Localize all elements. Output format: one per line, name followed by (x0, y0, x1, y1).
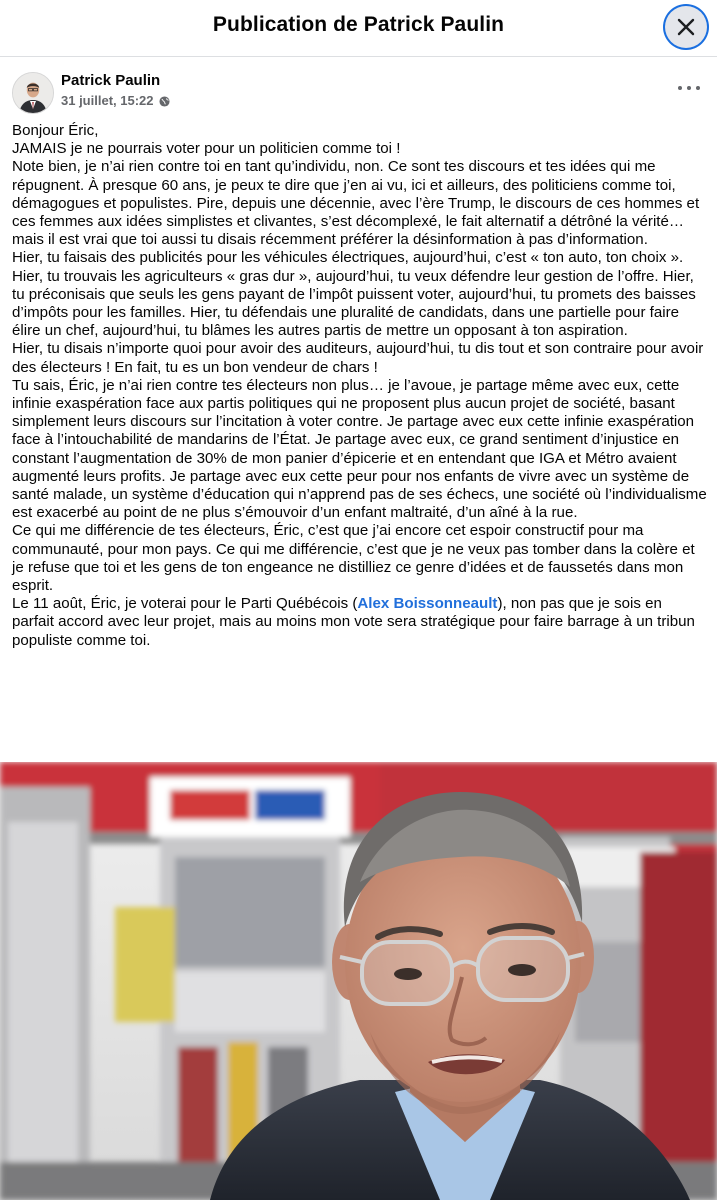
post-author[interactable]: Patrick Paulin (61, 72, 161, 89)
post-paragraph: JAMAIS je ne pourrais voter pour un politicien comme toi ! (12, 140, 401, 158)
final-text-start: Le 11 août, Éric, je voterai pour le Parti Québécois ( (12, 595, 358, 613)
mention-link[interactable]: Alex Boissonneault (357, 595, 498, 613)
post-paragraph: Hier, tu disais n’importe quoi pour avoir des auditeurs, aujourd’hui, tu dis tout et son contraire pour avoir des électeurs ! En fait, tu es un bon vendeur de chars ! (12, 340, 704, 376)
post-paragraph: Bonjour Éric, (12, 122, 99, 139)
post-paragraph: Note bien, je n’ai rien contre toi en tant qu’individu, non. Ce sont tes discours et tes idées qui me répugnent. À presque 60 ans, je peux te dire que j’en ai vu, ici et ailleurs, des politiciens comme toi, démagogues et populistes. Pire, depuis une décennie, avec l’ère Trump, le discours de ces hommes et ces femmes aux idées simplistes et clivantes, s’est décomplexé, le fait alternatif a détrôné la vérité… mais il est vrai que toi aussi tu disais récemment préférer la désinformation à pas d’information. (12, 158, 700, 249)
post-timestamp[interactable]: 31 juillet, 15:22 (61, 93, 154, 108)
post-paragraph-final (12, 595, 708, 650)
post-paragraph: Ce qui me différencie de tes électeurs, Éric, c’est que j’ai encore cet espoir constructif pour ma communauté, pour mon pays. Ce qui me différencie, c’est que je ne veux pas tomber dans la colère et je refuse que toi et les gens de ton engeance ne distilliez ce genre d’idées et de faussetés dans mon esprit. (12, 522, 695, 595)
close-icon (677, 18, 695, 36)
final-text-end: ), non pas que je sois en parfait accord avec leur projet, mais au moins mon vote sera stratégique pour faire barrage à un tribun populiste comme toi. (12, 595, 695, 649)
more-dot (696, 86, 700, 90)
post-body (12, 122, 708, 650)
post-meta (61, 93, 170, 108)
post-photo[interactable] (0, 762, 717, 1200)
dialog-header (0, 0, 717, 57)
avatar[interactable] (12, 72, 54, 114)
globe-icon (159, 95, 170, 106)
more-options-button[interactable] (678, 82, 700, 94)
close-button[interactable] (665, 6, 707, 48)
page-title: Publication de Patrick Paulin (212, 13, 505, 36)
more-dot (678, 86, 682, 90)
post-paragraph: Hier, tu faisais des publicités pour les véhicules électriques, aujourd’hui, c’est « ton auto, ton choix ». Hier, tu trouvais les agriculteurs « gras dur », aujourd’hui, tu veux défendre leur gestion de l’offre. Hier, tu préconisais que seuls les gens payant de l’impôt puissent voter, aujourd’hui, tu promets des baisses d’impôts pour les familles. Hier, tu défendais une pluralité de candidats, dans une partielle pour faire élire un chef, aujourd’hui, tu blâmes les autres partis de mettre un opposant à ton aspiration. (12, 249, 696, 340)
more-dot (687, 86, 691, 90)
post-paragraph: Tu sais, Éric, je n’ai rien contre tes électeurs non plus… je l’avoue, je partage même avec eux, cette infinie exaspération face aux partis politiques qui ne proposent plus aucun projet de société, basant simplement leurs discours sur l’incitation à voter contre. Je partage avec eux cette infinie exaspération face à l’intouchabilité de mandarins de l’État. Je partage avec eux, ce grand sentiment d’injustice en constant l’augmentation de 30% de mon panier d’épicerie et en entendant que IGA et Métro avaient augmenté leurs profits. Je partage avec eux cette peur pour nos enfants de vivre avec un système de santé malade, un système d’éducation qui n’apprend pas de ses échecs, une société où l’individualisme est exacerbé au point de ne plus s’émouvoir d’un enfant maltraité, d’un aîné à la rue. (12, 376, 707, 522)
